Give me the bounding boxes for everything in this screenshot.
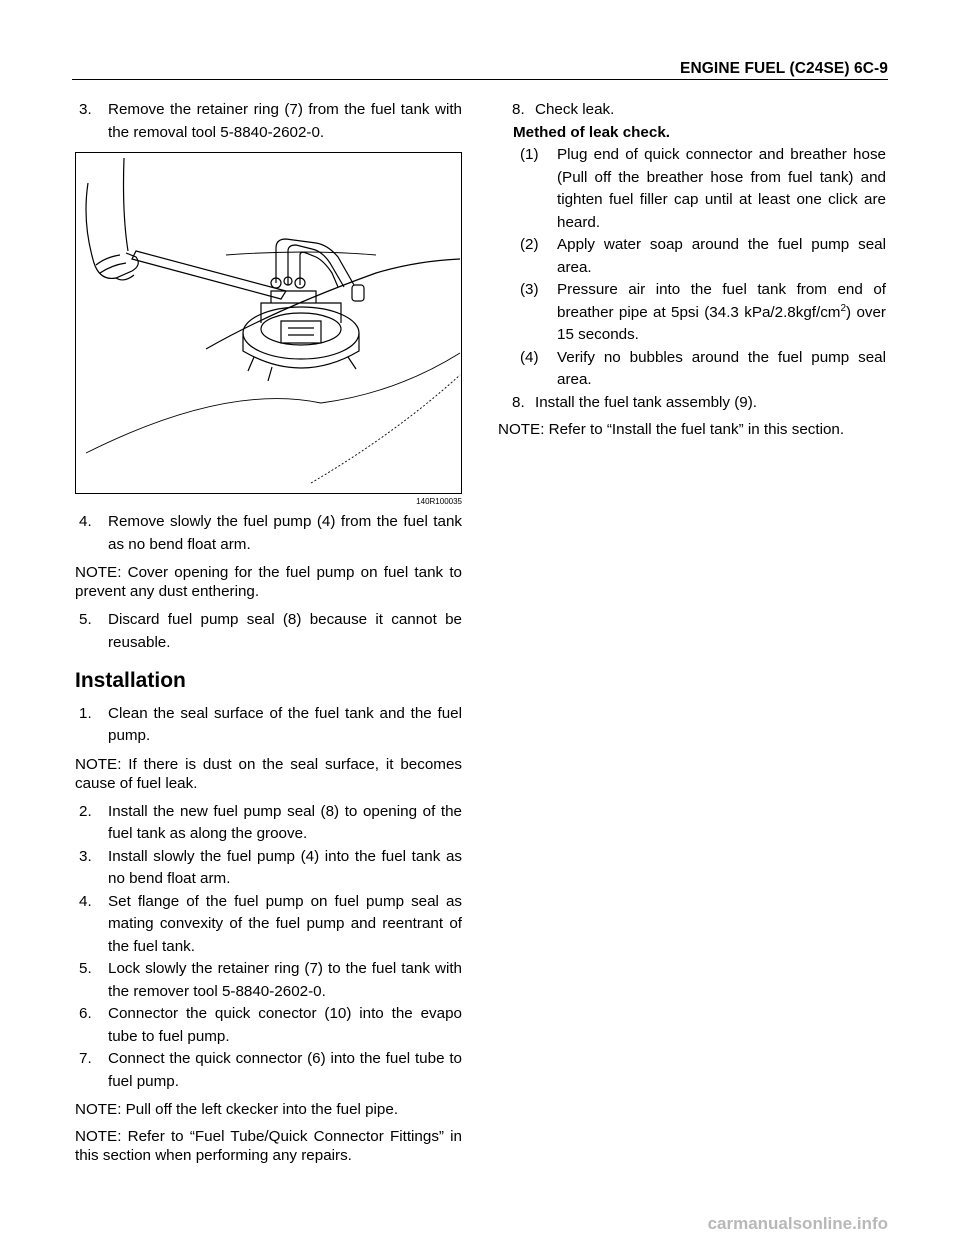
step-number: 7. [79, 1050, 92, 1067]
step-8-install-tank [498, 392, 886, 415]
sub-step-number: (3) [520, 281, 539, 298]
step-text: Remove the retainer ring (7) from the fuel tank with the removal tool 5-8840-2602-0. [108, 101, 462, 141]
header-divider [72, 79, 888, 80]
step-text: Set flange of the fuel pump on fuel pump seal as mating convexity of the fuel pump and reentrant of the fuel tank. [108, 892, 462, 955]
sub-step-number: (4) [520, 348, 539, 366]
step-number: 4. [79, 513, 92, 530]
right-column [498, 99, 886, 447]
step-number: 8. [512, 393, 525, 411]
step-number: 3. [79, 101, 92, 118]
installation-step-2 [75, 801, 462, 846]
installation-step-4 [75, 891, 462, 959]
note-dust-seal: NOTE: If there is dust on the seal surface, it becomes cause of fuel leak. [75, 755, 462, 792]
installation-step-5 [75, 958, 462, 1003]
note-left-checker: NOTE: Pull off the left ckecker into the fuel pipe. [75, 1101, 399, 1118]
step-number: 3. [79, 847, 92, 865]
sub-step-text [557, 279, 886, 347]
step-number: 6. [79, 1005, 92, 1022]
leak-check-method-label: Methed of leak check. [513, 123, 670, 141]
leak-check-4 [498, 347, 886, 392]
sub-step-number: (1) [520, 146, 539, 163]
note-cover-opening: NOTE: Cover opening for the fuel pump on fuel tank to prevent any dust enthering. [75, 564, 462, 600]
removal-step-3 [75, 99, 462, 144]
note-fuel-tube-reference: NOTE: Refer to “Fuel Tube/Quick Connector Fittings” in this section when performing any repairs. [75, 1128, 462, 1164]
sub-step-text: Plug end of quick connector and breather hose (Pull off the breather hose from fuel tank) and tighten fuel filler cap until at least one click are heard. [557, 146, 886, 231]
step-number: 8. [512, 101, 525, 118]
installation-step-1 [75, 703, 462, 748]
fuel-pump-removal-illustration [76, 153, 461, 493]
step-number: 2. [79, 802, 92, 820]
note-install-tank-reference: NOTE: Refer to “Install the fuel tank” in this section. [498, 421, 845, 438]
step-number: 4. [79, 892, 92, 910]
installation-step-6 [75, 1003, 462, 1048]
leak-check-1 [498, 144, 886, 234]
sub-step-number: (2) [520, 236, 539, 253]
page-header-title: ENGINE FUEL (C24SE) 6C-9 [680, 60, 888, 77]
step-text: Clean the seal surface of the fuel tank and the fuel pump. [108, 704, 462, 744]
watermark: carmanualsonline.info [707, 1214, 888, 1233]
leak-check-3 [498, 279, 886, 347]
step-text: Install the new fuel pump seal (8) to opening of the fuel tank as along the groove. [108, 802, 462, 842]
superscript-2: 2 [840, 302, 847, 314]
step-text: Connect the quick connector (6) into the fuel tube to fuel pump. [108, 1050, 462, 1090]
left-column [75, 99, 462, 1173]
step-text: Check leak. [535, 101, 615, 118]
step-number: 5. [79, 611, 92, 628]
figure-caption: 140R100035 [416, 497, 462, 506]
step-text: Remove slowly the fuel pump (4) from the fuel tank as no bend float arm. [108, 513, 462, 553]
step-text: Discard fuel pump seal (8) because it cannot be reusable. [108, 611, 462, 651]
step-text: Lock slowly the retainer ring (7) to the fuel tank with the remover tool 5-8840-2602-0. [108, 960, 462, 1000]
sub-step-text: Apply water soap around the fuel pump seal area. [557, 236, 886, 276]
installation-step-3 [75, 846, 462, 891]
sub-step-text: Verify no bubbles around the fuel pump seal area. [557, 348, 886, 388]
step-text: Install the fuel tank assembly (9). [535, 393, 758, 411]
step-text: Install slowly the fuel pump (4) into the fuel tank as no bend float arm. [108, 847, 462, 887]
step-text: Connector the quick conector (10) into the evapo tube to fuel pump. [108, 1005, 462, 1045]
removal-tool-figure [75, 152, 462, 494]
step-number: 1. [79, 704, 92, 722]
step-number: 5. [79, 960, 92, 977]
installation-heading: Installation [75, 669, 186, 692]
sub-step-text-part-b: ) over 15 seconds. [557, 303, 886, 343]
installation-step-7 [75, 1048, 462, 1093]
leak-check-2 [498, 234, 886, 279]
removal-step-5 [75, 609, 462, 654]
sub-step-text-part-a: Pressure air into the fuel tank from end of breather pipe at 5psi (34.3 kPa/2.8kgf/cm [557, 281, 886, 321]
step-8-check-leak [498, 99, 886, 122]
removal-step-4 [75, 511, 462, 556]
